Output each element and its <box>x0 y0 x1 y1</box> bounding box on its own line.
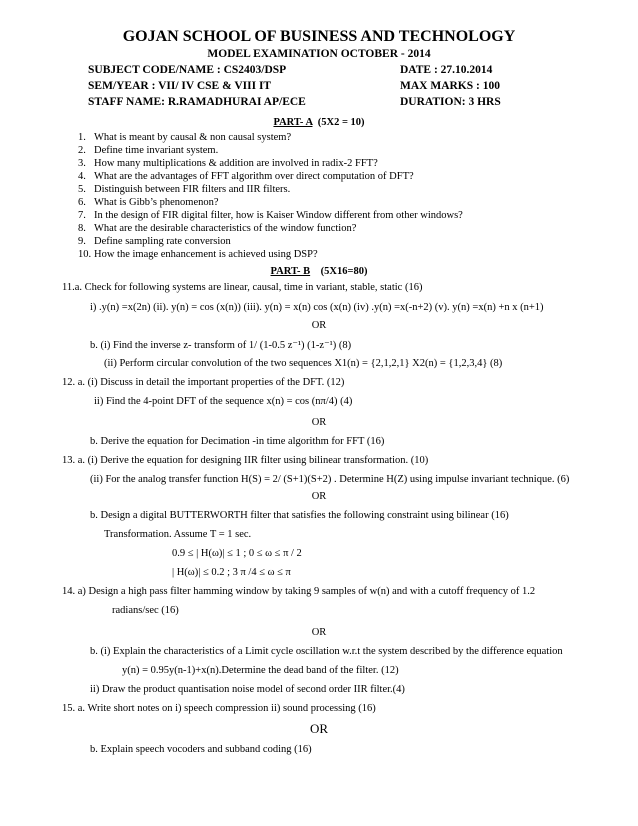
question-9: 9. Define sampling rate conversion <box>78 236 231 247</box>
or-divider: OR <box>311 491 327 502</box>
question-14b-equation: y(n) = 0.95y(n-1)+x(n).Determine the dead band of the filter. (12) <box>122 665 399 676</box>
part-b-marks: (5X16=80) <box>320 266 368 277</box>
question-6: 6. What is Gibb’s phenomenon? <box>78 197 219 208</box>
part-a-marks: (5X2 = 10) <box>317 117 365 128</box>
question-15a: 15. a. Write short notes on i) speech compression ii) sound processing (16) <box>62 703 376 714</box>
question-14a: 14. a) Design a high pass filter hamming window by taking 9 samples of w(n) and with a cutoff frequency of 1.2 <box>62 586 536 597</box>
question-1: 1. What is meant by causal & non causal system? <box>78 132 292 143</box>
question-13b-constraint-2: | H(ω)| ≤ 0.2 ; 3 π /4 ≤ ω ≤ π <box>172 567 291 578</box>
part-b-heading <box>0 266 638 277</box>
question-13a-i: 13. a. (i) Derive the equation for designing IIR filter using bilinear transformation. (10) <box>62 455 429 466</box>
subject-code: SUBJECT CODE/NAME : CS2403/DSP <box>88 64 287 76</box>
school-name: GOJAN SCHOOL OF BUSINESS AND TECHNOLOGY <box>122 28 516 45</box>
part-a-heading <box>0 117 638 128</box>
question-8: 8. What are the desirable characteristics of the window function? <box>78 223 357 234</box>
question-13b-constraint-1: 0.9 ≤ | H(ω)| ≤ 1 ; 0 ≤ ω ≤ π / 2 <box>172 548 302 559</box>
question-3: 3. How many multiplications & addition are involved in radix-2 FFT? <box>78 158 378 169</box>
question-11a: 11.a. Check for following systems are linear, causal, time in variant, stable, static (16) <box>62 282 423 293</box>
question-12a-i: 12. a. (i) Discuss in detail the important properties of the DFT. (12) <box>62 377 345 388</box>
question-13b-assumption: Transformation. Assume T = 1 sec. <box>104 529 252 540</box>
or-divider: OR <box>309 721 329 736</box>
exam-title: MODEL EXAMINATION OCTOBER - 2014 <box>207 48 431 60</box>
question-14a-cont: radians/sec (16) <box>112 605 179 616</box>
or-divider: OR <box>311 417 327 428</box>
part-b-label: PART- B <box>270 266 311 277</box>
question-12b: b. Derive the equation for Decimation -in time algorithm for FFT (16) <box>90 436 385 447</box>
question-5: 5. Distinguish between FIR filters and IIR filters. <box>78 184 291 195</box>
exam-date: DATE : 27.10.2014 <box>400 64 493 76</box>
question-15b: b. Explain speech vocoders and subband coding (16) <box>90 744 312 755</box>
sem-year: SEM/YEAR : VII/ IV CSE & VIII IT <box>88 80 272 92</box>
question-7: 7. In the design of FIR digital filter, how is Kaiser Window different from other windows? <box>78 210 463 221</box>
question-12a-ii: ii) Find the 4-point DFT of the sequence x(n) = cos (nπ/4) (4) <box>94 396 353 407</box>
question-2: 2. Define time invariant system. <box>78 145 219 156</box>
question-10: 10. How the image enhancement is achieved using DSP? <box>78 249 318 260</box>
question-11b-i: b. (i) Find the inverse z- transform of 1/ (1-0.5 z⁻¹) (1-z⁻¹) (8) <box>90 340 352 351</box>
duration: DURATION: 3 HRS <box>400 96 501 108</box>
question-14b-i: b. (i) Explain the characteristics of a Limit cycle oscillation w.r.t the system described by the difference equation <box>90 646 563 657</box>
question-13b: b. Design a digital BUTTERWORTH filter that satisfies the following constraint using bilinear (16) <box>90 510 509 521</box>
question-13a-ii: (ii) For the analog transfer function H(S) = 2/ (S+1)(S+2) . Determine H(Z) using impulse invariant technique. (6) <box>90 474 570 485</box>
part-a-label: PART- A <box>273 117 313 128</box>
max-marks: MAX MARKS : 100 <box>400 80 500 92</box>
or-divider: OR <box>311 627 327 638</box>
question-4: 4. What are the advantages of FFT algorithm over direct computation of DFT? <box>78 171 414 182</box>
staff-name: STAFF NAME: R.RAMADHURAI AP/ECE <box>88 96 306 108</box>
question-11a-systems: i) .y(n) =x(2n) (ii). y(n) = cos (x(n)) (iii). y(n) = x(n) cos (x(n) (iv) .y(n) =x(-n+2) (v). y(n) =x(n) +n x (n+1) <box>90 302 544 313</box>
question-11b-ii: (ii) Perform circular convolution of the two sequences X1(n) = {2,1,2,1} X2(n) = {1,2,3,4} (8) <box>104 358 503 369</box>
or-divider: OR <box>311 320 327 331</box>
question-14b-ii: ii) Draw the product quantisation noise model of second order IIR filter.(4) <box>90 684 405 695</box>
